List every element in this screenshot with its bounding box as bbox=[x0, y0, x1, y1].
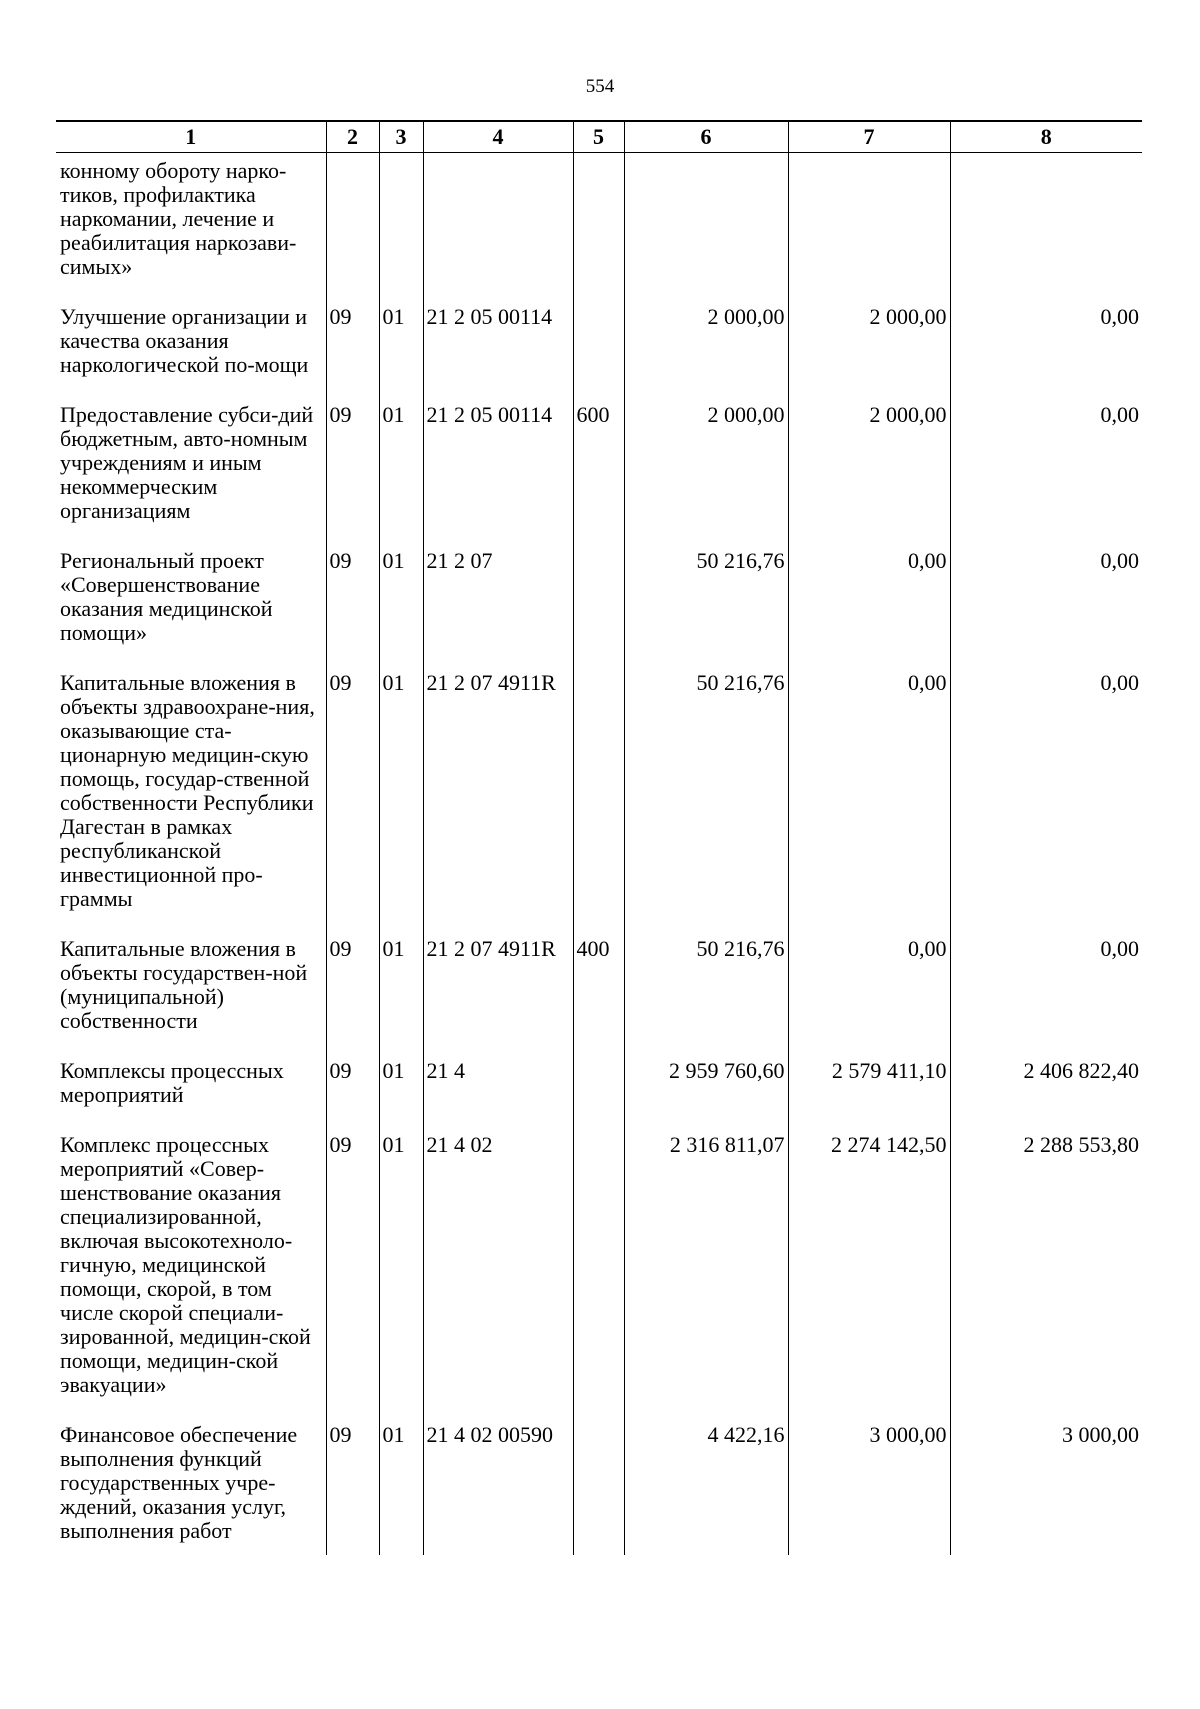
header-cell: 6 bbox=[624, 121, 788, 153]
page-number: 554 bbox=[585, 76, 615, 97]
table-row bbox=[56, 397, 1142, 543]
row-c4: 21 4 02 00590 bbox=[423, 1417, 573, 1555]
row-c3: 01 bbox=[379, 543, 423, 665]
row-c5 bbox=[573, 1053, 624, 1127]
row-c3: 01 bbox=[379, 397, 423, 543]
row-name: Комплексы процессных мероприятий bbox=[56, 1053, 326, 1127]
table-row bbox=[56, 1053, 1142, 1127]
row-c7: 2 000,00 bbox=[788, 299, 950, 397]
header-cell: 8 bbox=[950, 121, 1142, 153]
budget-table bbox=[56, 120, 1142, 1555]
table-row bbox=[56, 153, 1142, 300]
row-c8: 2 406 822,40 bbox=[950, 1053, 1142, 1127]
header-row bbox=[56, 121, 1142, 153]
row-name: Региональный проект «Совершенствование оказания медицинской помощи» bbox=[56, 543, 326, 665]
row-c8: 0,00 bbox=[950, 543, 1142, 665]
row-c5: 600 bbox=[573, 397, 624, 543]
table-row bbox=[56, 299, 1142, 397]
row-c6: 2 000,00 bbox=[624, 299, 788, 397]
row-c2: 09 bbox=[326, 543, 379, 665]
row-c5 bbox=[573, 153, 624, 300]
row-c5 bbox=[573, 543, 624, 665]
row-c4: 21 4 02 bbox=[423, 1127, 573, 1417]
row-c6: 50 216,76 bbox=[624, 543, 788, 665]
row-c5 bbox=[573, 665, 624, 931]
header-cell: 4 bbox=[423, 121, 573, 153]
row-c7: 3 000,00 bbox=[788, 1417, 950, 1555]
table-row bbox=[56, 1127, 1142, 1417]
row-c8: 0,00 bbox=[950, 397, 1142, 543]
row-c8: 0,00 bbox=[950, 931, 1142, 1053]
row-c6: 2 000,00 bbox=[624, 397, 788, 543]
header-cell: 2 bbox=[326, 121, 379, 153]
row-c4: 21 2 07 4911R bbox=[423, 665, 573, 931]
row-c3: 01 bbox=[379, 931, 423, 1053]
row-c6: 50 216,76 bbox=[624, 665, 788, 931]
row-c5: 400 bbox=[573, 931, 624, 1053]
row-c2: 09 bbox=[326, 1417, 379, 1555]
row-c7: 2 000,00 bbox=[788, 397, 950, 543]
row-c3: 01 bbox=[379, 299, 423, 397]
row-name: Комплекс процессных мероприятий «Совер-шенствование оказания специализированной, включая высокотехноло-гичную, медицинской помощи, скорой, в том числе скорой специали-зированной, медицин-ской помощи, медицин-ской эвакуации» bbox=[56, 1127, 326, 1417]
row-c2: 09 bbox=[326, 397, 379, 543]
row-c7: 0,00 bbox=[788, 665, 950, 931]
table-row bbox=[56, 931, 1142, 1053]
row-c2: 09 bbox=[326, 931, 379, 1053]
row-c2: 09 bbox=[326, 1127, 379, 1417]
row-c6: 2 316 811,07 bbox=[624, 1127, 788, 1417]
row-name: Капитальные вложения в объекты государствен-ной (муниципальной) собственности bbox=[56, 931, 326, 1053]
row-c4: 21 2 07 4911R bbox=[423, 931, 573, 1053]
row-name: конному обороту нарко-тиков, профилактика наркомании, лечение и реабилитация наркозави-симых» bbox=[56, 153, 326, 300]
table-row bbox=[56, 665, 1142, 931]
row-c3: 01 bbox=[379, 1127, 423, 1417]
row-c3: 01 bbox=[379, 1053, 423, 1127]
table-row bbox=[56, 543, 1142, 665]
row-c2: 09 bbox=[326, 299, 379, 397]
header-cell: 5 bbox=[573, 121, 624, 153]
row-name: Финансовое обеспечение выполнения функций государственных учре-ждений, оказания услуг, выполнения работ bbox=[56, 1417, 326, 1555]
row-c2: 09 bbox=[326, 665, 379, 931]
row-c2: 09 bbox=[326, 1053, 379, 1127]
row-c3: 01 bbox=[379, 665, 423, 931]
row-c8: 2 288 553,80 bbox=[950, 1127, 1142, 1417]
row-c4 bbox=[423, 153, 573, 300]
row-c8: 3 000,00 bbox=[950, 1417, 1142, 1555]
row-c3 bbox=[379, 153, 423, 300]
row-c3: 01 bbox=[379, 1417, 423, 1555]
row-c7: 0,00 bbox=[788, 931, 950, 1053]
header-cell: 1 bbox=[56, 121, 326, 153]
row-c5 bbox=[573, 1417, 624, 1555]
table-row bbox=[56, 1417, 1142, 1555]
row-c5 bbox=[573, 299, 624, 397]
row-name: Улучшение организации и качества оказания наркологической по-мощи bbox=[56, 299, 326, 397]
row-c4: 21 2 05 00114 bbox=[423, 299, 573, 397]
row-c4: 21 4 bbox=[423, 1053, 573, 1127]
row-c4: 21 2 07 bbox=[423, 543, 573, 665]
row-c6: 50 216,76 bbox=[624, 931, 788, 1053]
row-c8: 0,00 bbox=[950, 299, 1142, 397]
header-cell: 7 bbox=[788, 121, 950, 153]
row-c6: 2 959 760,60 bbox=[624, 1053, 788, 1127]
row-c7 bbox=[788, 153, 950, 300]
header-cell: 3 bbox=[379, 121, 423, 153]
row-c6 bbox=[624, 153, 788, 300]
row-c6: 4 422,16 bbox=[624, 1417, 788, 1555]
row-c2 bbox=[326, 153, 379, 300]
row-c8 bbox=[950, 153, 1142, 300]
row-c7: 2 579 411,10 bbox=[788, 1053, 950, 1127]
row-name: Капитальные вложения в объекты здравоохране-ния, оказывающие ста-ционарную медицин-скую помощь, государ-ственной собственности Республики Дагестан в рамках республиканской инвестиционной про-граммы bbox=[56, 665, 326, 931]
row-c4: 21 2 05 00114 bbox=[423, 397, 573, 543]
row-name: Предоставление субси-дий бюджетным, авто-номным учреждениям и иным некоммерческим организациям bbox=[56, 397, 326, 543]
row-c8: 0,00 bbox=[950, 665, 1142, 931]
row-c7: 0,00 bbox=[788, 543, 950, 665]
row-c5 bbox=[573, 1127, 624, 1417]
row-c7: 2 274 142,50 bbox=[788, 1127, 950, 1417]
